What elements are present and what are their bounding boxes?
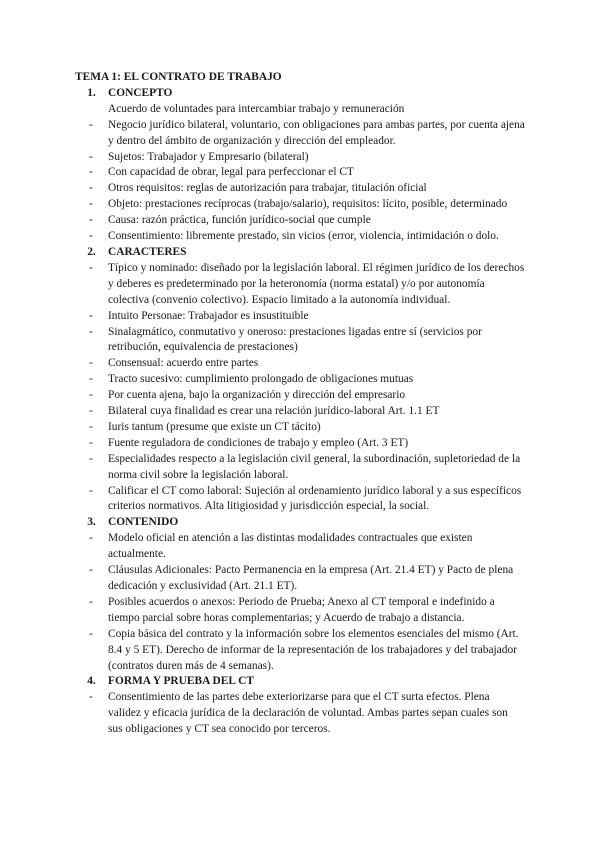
section-heading-text: CONTENIDO <box>108 516 179 529</box>
list-item <box>75 181 525 197</box>
bullet-dash: - <box>89 309 93 322</box>
section-heading <box>75 245 525 261</box>
bullet-dash: - <box>89 230 93 243</box>
section-number: 4. <box>87 675 96 688</box>
bullet-dash: - <box>89 405 93 418</box>
list-item <box>75 484 525 516</box>
list-item <box>75 229 525 245</box>
bullet-dash: - <box>89 166 93 179</box>
list-item-text: Iuris tantum (presume que existe un CT tácito) <box>108 420 321 433</box>
list-item-text: Calificar el CT como laboral: Sujeción al ordenamiento jurídico laboral y a sus específicos criterios normativos. Alta litigiosidad y jurisdicción especial, la social. <box>108 484 522 513</box>
list-item-text: Objeto: prestaciones recíprocas (trabajo/salario), requisitos: lícito, posible, determinado <box>108 198 508 211</box>
list-item-text: Por cuenta ajena, bajo la organización y dirección del empresario <box>108 389 406 402</box>
list-item-text: Sinalagmático, conmutativo y oneroso: prestaciones ligadas entre sí (servicios por retribución, equivalencia de prestaciones) <box>108 325 482 354</box>
list-item-text: Causa: razón práctica, función jurídico-social que cumple <box>108 214 371 227</box>
document-title: TEMA 1: EL CONTRATO DE TRABAJO <box>75 71 282 83</box>
bullet-dash: - <box>89 420 93 433</box>
section-1 <box>75 86 525 245</box>
list-item <box>75 213 525 229</box>
list-item <box>75 627 525 675</box>
bullet-dash: - <box>89 261 93 274</box>
section-number: 1. <box>87 86 96 99</box>
document-page <box>75 70 525 738</box>
list-item-text: Intuito Personae: Trabajador es insustituible <box>108 309 309 322</box>
list-item-text: Con capacidad de obrar, legal para perfeccionar el CT <box>108 166 354 179</box>
bullet-dash: - <box>89 389 93 402</box>
bullet-dash: - <box>89 436 93 449</box>
bullet-dash: - <box>89 595 93 608</box>
section-heading-text: CONCEPTO <box>108 86 173 99</box>
section-heading-text: CARACTERES <box>108 245 187 258</box>
list-item-text: Negocio jurídico bilateral, voluntario, con obligaciones para ambas partes, por cuenta ajena y dentro del ámbito de organización y dirección del empleador. <box>108 118 525 147</box>
list-item <box>75 197 525 213</box>
bullet-dash: - <box>89 198 93 211</box>
bullet-dash: - <box>89 627 93 640</box>
list-item-text: Consentimiento: libremente prestado, sin vicios (error, violencia, intimidación o dolo. <box>108 230 499 243</box>
bullet-dash: - <box>89 452 93 465</box>
list-item-text: Modelo oficial en atención a las distintas modalidades contractuales que existen actualmente. <box>108 532 473 561</box>
list-item <box>75 690 525 738</box>
list-item-text: Consentimiento de las partes debe exteriorizarse para que el CT surta efectos. Plena validez y eficacia jurídica de la declaración de voluntad. Ambas partes sepan cuales son sus obligaciones y CT sea conocido por terceros. <box>108 691 508 736</box>
bullet-dash: - <box>89 484 93 497</box>
list-item <box>75 309 525 325</box>
list-item <box>75 452 525 484</box>
list-item <box>75 372 525 388</box>
list-item-text: Sujetos: Trabajador y Empresario (bilateral) <box>108 150 309 163</box>
list-item-text: Típico y nominado: diseñado por la legislación laboral. El régimen jurídico de los derechos y deberes es predeterminado por la heteronomía (norma estatal) y/o por autonomía colectiva (convenio colectivo). Espacio limitado a la autonomía individual. <box>108 261 525 306</box>
bullet-dash: - <box>89 182 93 195</box>
list-item <box>75 118 525 150</box>
section-heading <box>75 515 525 531</box>
bullet-dash: - <box>89 150 93 163</box>
section-2 <box>75 245 525 515</box>
list-item <box>75 261 525 309</box>
section-heading <box>75 86 525 102</box>
list-item <box>75 436 525 452</box>
list-item-text: Tracto sucesivo: cumplimiento prolongado de obligaciones mutuas <box>108 373 414 386</box>
section-3 <box>75 515 525 674</box>
bullet-dash: - <box>89 357 93 370</box>
section-heading <box>75 674 525 690</box>
bullet-dash: - <box>89 691 93 704</box>
list-item-text: Fuente reguladora de condiciones de trabajo y empleo (Art. 3 ET) <box>108 436 409 449</box>
bullet-dash: - <box>89 532 93 545</box>
list-item-text: Especialidades respecto a la legislación civil general, la subordinación, supletoriedad de la norma civil sobre la legislación laboral. <box>108 452 521 481</box>
list-item <box>75 420 525 436</box>
list-item <box>75 404 525 420</box>
sections-container <box>75 86 525 738</box>
section-number: 3. <box>87 516 96 529</box>
bullet-dash: - <box>89 564 93 577</box>
list-item <box>75 388 525 404</box>
bullet-dash: - <box>89 373 93 386</box>
list-item-text: Posibles acuerdos o anexos: Periodo de Prueba; Anexo al CT temporal e indefinido a tiempo parcial sobre horas complementarias; y Acuerdo de trabajo a distancia. <box>108 595 495 624</box>
section-heading-text: FORMA Y PRUEBA DEL CT <box>108 675 254 688</box>
list-item <box>75 325 525 357</box>
section-4 <box>75 674 525 738</box>
list-item <box>75 563 525 595</box>
list-item-text: Otros requisitos: reglas de autorización para trabajar, titulación oficial <box>108 182 427 195</box>
list-item <box>75 165 525 181</box>
bullet-dash: - <box>89 118 93 131</box>
list-item-text: Bilateral cuya finalidad es crear una relación jurídico-laboral Art. 1.1 ET <box>108 405 440 418</box>
list-item <box>75 150 525 166</box>
bullet-dash: - <box>89 325 93 338</box>
section-intro: Acuerdo de voluntades para intercambiar trabajo y remuneración <box>108 102 405 115</box>
bullet-dash: - <box>89 214 93 227</box>
list-item <box>75 595 525 627</box>
list-item <box>75 531 525 563</box>
list-item-text: Consensual: acuerdo entre partes <box>108 357 259 370</box>
section-number: 2. <box>87 245 96 258</box>
list-item-text: Copia básica del contrato y la información sobre los elementos esenciales del mismo (Art. 8.4 y 5 ET). Derecho de informar de la representación de los trabajadores y del trabajador (contratos duren más de 4 semanas). <box>108 627 519 672</box>
list-item <box>75 356 525 372</box>
list-item-text: Cláusulas Adicionales: Pacto Permanencia en la empresa (Art. 21.4 ET) y Pacto de plena dedicación y exclusividad (Art. 21.1 ET). <box>108 564 514 592</box>
